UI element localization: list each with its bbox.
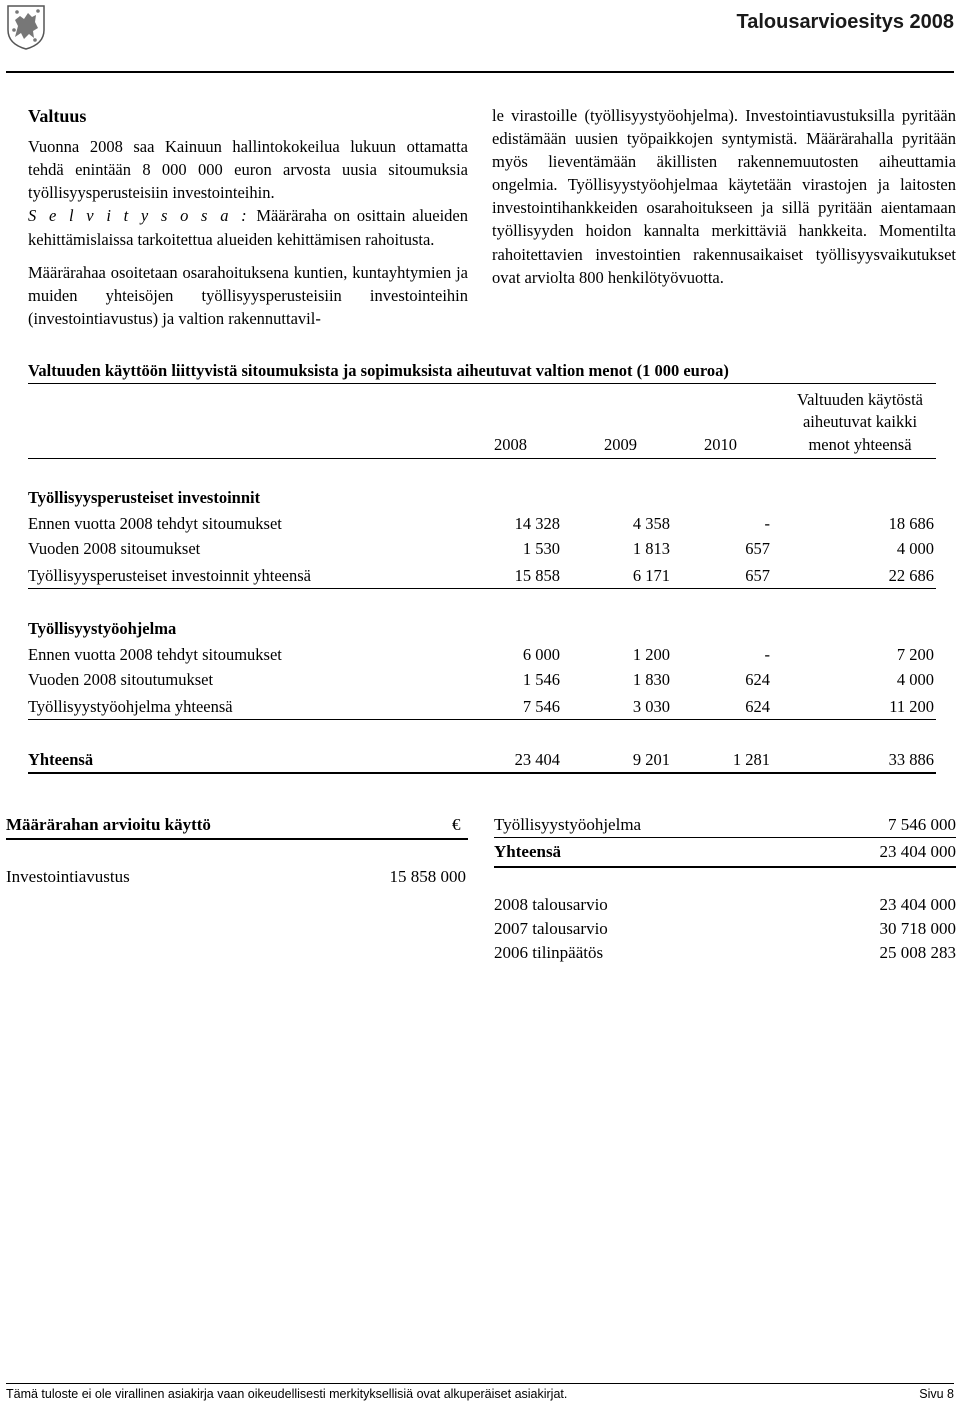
page-number: Sivu 8 [919, 1387, 954, 1401]
cell-total: 7 200 [896, 645, 934, 664]
cell-2009: 6 171 [632, 566, 670, 585]
column-header-2010: 2010 [704, 435, 737, 454]
column-header-2009: 2009 [604, 435, 637, 454]
usage-item-value: 15 858 000 [389, 867, 466, 886]
summary-value: 7 546 000 [888, 815, 956, 834]
total-header-line-2: aiheutuvat kaikki [802, 412, 918, 432]
row-label: Vuoden 2008 sitoumukset [28, 539, 201, 558]
cell-2010: 624 [745, 697, 770, 716]
row-label: Vuoden 2008 sitoutumukset [28, 670, 214, 689]
budget-value: 30 718 000 [879, 919, 956, 938]
left-text-column [28, 104, 468, 330]
cell-2010: 1 281 [732, 750, 770, 769]
cell-total: 22 686 [888, 566, 934, 585]
summary-rule [494, 837, 956, 838]
summary-value: 23 404 000 [879, 842, 956, 861]
section-heading-valtuus: Valtuus [28, 106, 87, 126]
cell-2009: 4 358 [632, 514, 670, 533]
table-row [28, 668, 936, 692]
euro-sign: € [452, 815, 461, 834]
budget-label: 2006 tilinpäätös [494, 943, 604, 962]
summary-total-rule [494, 866, 956, 868]
budget-value: 25 008 283 [879, 943, 956, 962]
row-label: Ennen vuotta 2008 tehdyt sitoumukset [28, 645, 282, 664]
cell-2010: 624 [745, 670, 770, 689]
finnish-lion-crest-icon [6, 4, 46, 50]
budget-row [494, 893, 956, 918]
footer-divider [6, 1383, 954, 1384]
cell-2009: 3 030 [632, 697, 670, 716]
selvitysosa-paragraph [28, 204, 468, 250]
cell-2008: 6 000 [522, 645, 560, 664]
table-header-rule [28, 458, 936, 459]
cell-total: 33 886 [888, 750, 934, 769]
group-title-investments: Työllisyysperusteiset investoinnit [28, 488, 261, 507]
budget-label: 2007 talousarvio [494, 919, 608, 938]
summary-program-row [494, 813, 956, 838]
summary-total-row [494, 840, 956, 865]
table-grand-total-row [28, 748, 936, 774]
column-header-total [785, 389, 935, 456]
cell-2009: 1 813 [632, 539, 670, 558]
right-text-column [492, 104, 956, 289]
row-label: Yhteensä [28, 750, 94, 769]
group-title-employment-program: Työllisyystyöohjelma [28, 619, 177, 638]
cell-2010: 657 [745, 566, 770, 585]
selvitysosa-lead: S e l v i t y s o s a : [28, 206, 250, 226]
cell-2008: 1 530 [522, 539, 560, 558]
cell-2008: 7 546 [522, 697, 560, 716]
row-label: Työllisyystyöohjelma yhteensä [28, 697, 233, 716]
table-subtotal-row [28, 564, 936, 589]
total-header-line-1: Valtuuden käytöstä [796, 390, 923, 409]
cell-2009: 1 830 [632, 670, 670, 689]
cell-total: 18 686 [888, 514, 934, 533]
table-row [28, 537, 936, 561]
cell-2008: 1 546 [522, 670, 560, 689]
allocation-paragraph: Määrärahaa osoitetaan osarahoituksena kuntien, kuntayhtymien ja muiden yhteisöjen työllisyysperusteisiin investointeihin (investointiavustus) ja valtion rakennuttavil- [28, 262, 468, 328]
budget-row [494, 941, 956, 966]
cell-2010: - [764, 514, 770, 533]
usage-box-rule [6, 838, 468, 840]
budget-row [494, 917, 956, 942]
summary-label: Yhteensä [494, 842, 562, 861]
table-caption: Valtuuden käyttöön liittyvistä sitoumuksista ja sopimuksista aiheutuvat valtion menot (1 000 euroa) [28, 361, 729, 380]
row-label: Ennen vuotta 2008 tehdyt sitoumukset [28, 514, 282, 533]
row-label: Työllisyysperusteiset investoinnit yhteensä [28, 566, 311, 585]
cell-2010: - [764, 645, 770, 664]
footer-disclaimer: Tämä tuloste ei ole virallinen asiakirja vaan oikeudellisesti merkityksellisiä ovat alkuperäiset asiakirjat. [6, 1387, 568, 1401]
table-subtotal-row [28, 695, 936, 720]
total-header-line-3: menot yhteensä [808, 434, 912, 454]
cell-2008: 23 404 [514, 750, 560, 769]
cell-total: 4 000 [896, 670, 934, 689]
valtuus-paragraph: Vuonna 2008 saa Kainuun hallintokokeilua lukuun ottamatta tehdä enintään 8 000 000 euron arvosta uusia sitoumuksia työllisyysperusteisiin investointeihin. [28, 137, 468, 203]
selvitysosa-text: Määräraha on osittain alueiden kehittämislaissa tarkoitettua alueiden kehittämisen rahoitusta. [28, 206, 469, 249]
budget-label: 2008 talousarvio [494, 895, 608, 914]
usage-box-title: Määrärahan arvioitu käyttö [6, 815, 211, 834]
cell-2010: 657 [745, 539, 770, 558]
cell-2009: 9 201 [632, 750, 670, 769]
budget-value: 23 404 000 [879, 895, 956, 914]
cell-total: 11 200 [889, 697, 934, 716]
cell-total: 4 000 [896, 539, 934, 558]
table-caption-rule [28, 383, 936, 384]
cell-2008: 14 328 [514, 514, 560, 533]
cell-2008: 15 858 [514, 566, 560, 585]
summary-label: Työllisyystyöohjelma [494, 815, 642, 834]
allocation-paragraph-continued: le virastoille (työllisyystyöohjelma). Investointiavustuksilla pyritään edistämään uusien työpaikkojen syntymistä. Määrärahalla pyritään myös lieventämään äkillisten rakennemuutosten aiheuttamia ongelmia. Työllisyystyöohjelmaa käytetään virastojen ja laitosten investointihankkeiden osarahoitukseen ja sillä pyritään aientamaan työllisyyden hoidon kannalta merkittäviä hankkeita. Momentilta rahoitettavien investointien rakennusaikaiset työllisyysvaikutukset ovat arviolta 800 henkilötyövuotta. [492, 106, 956, 287]
column-header-2008: 2008 [494, 435, 527, 454]
usage-item-label: Investointiavustus [6, 867, 130, 886]
page-header-title: Talousarvioesitys 2008 [736, 11, 954, 33]
table-row [28, 643, 936, 667]
cell-2009: 1 200 [632, 645, 670, 664]
table-row [28, 512, 936, 536]
header-divider [6, 71, 954, 73]
